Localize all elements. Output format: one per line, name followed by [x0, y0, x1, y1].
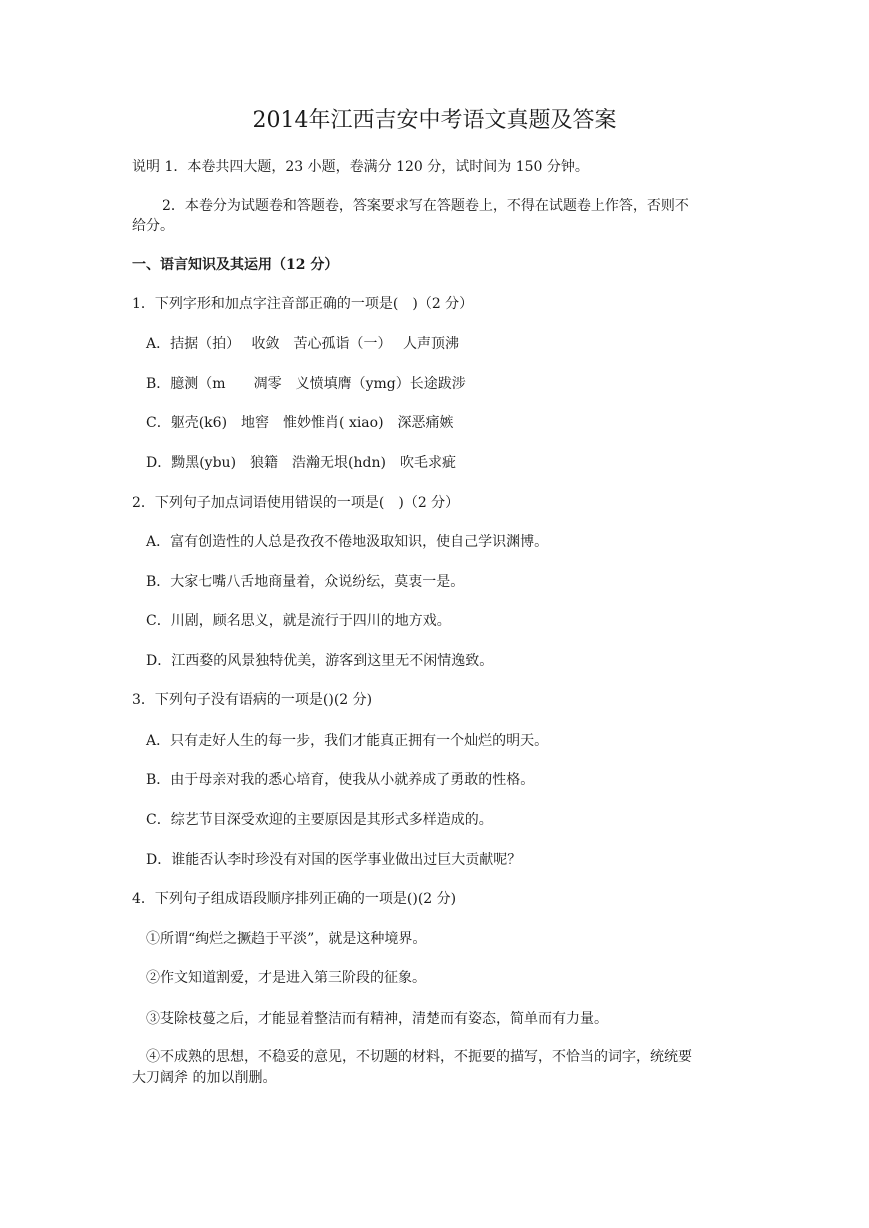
question-4-sentence-4-line-1: ④不成熟的思想，不稳妥的意见，不切题的材料，不扼要的描写，不恰当的词字，统统要 [146, 1049, 692, 1065]
question-1-option-b: B．臆测（m 凋零 义愤填膺（ymg）长途跋涉 [146, 376, 466, 392]
question-1-option-d: D．黝黑(ybu) 狼籍 浩瀚无垠(hdn) 吹毛求疵 [146, 455, 456, 471]
document-title: 2014年江西吉安中考语文真题及答案 [252, 108, 617, 133]
question-3-stem: 3．下列句子没有语病的一项是()(2 分) [132, 692, 373, 708]
question-2-option-d: D．江西婺的风景独特优美，游客到这里无不闲情逸致。 [146, 653, 494, 669]
exam-note-2-line-2: 给分。 [132, 218, 174, 234]
exam-note-1: 说明 1．本卷共四大题，23 小题，卷满分 120 分，试时间为 150 分钟。 [132, 159, 589, 175]
question-1-option-c: C．躯壳(k6) 地窖 惟妙惟肖( xiao) 深恶痛嫉 [146, 415, 454, 431]
question-3-option-d: D．谁能否认李时珍没有对国的医学事业做出过巨大贡献呢？ [146, 852, 522, 868]
question-2-stem: 2．下列句子加点词语使用错误的一项是( )（2 分） [132, 495, 460, 511]
question-3-option-a: A．只有走好人生的每一步，我们才能真正拥有一个灿烂的明天。 [146, 733, 549, 749]
question-1-option-a: A．拮据（拍） 收敛 苦心孤诣（一） 人声顶沸 [146, 336, 460, 352]
question-4-sentence-3: ③芟除枝蔓之后，才能显着整洁而有精神，清楚而有姿态，简单而有力量。 [146, 1011, 608, 1027]
question-2-option-b: B．大家七嘴八舌地商量着，众说纷纭，莫衷一是。 [146, 574, 465, 590]
question-4-stem: 4．下列句子组成语段顺序排列正确的一项是()(2 分) [132, 891, 457, 907]
question-2-option-c: C．川剧，顾名思义，就是流行于四川的地方戏。 [146, 613, 451, 629]
question-3-option-b: B．由于母亲对我的悉心培育，使我从小就养成了勇敢的性格。 [146, 772, 535, 788]
exam-note-2-line-1: 2．本卷分为试题卷和答题卷，答案要求写在答题卷上，不得在试题卷上作答，否则不 [162, 198, 689, 214]
question-3-option-c: C．综艺节目深受欢迎的主要原因是其形式多样造成的。 [146, 812, 493, 828]
question-1-stem: 1．下列字形和加点字注音部正确的一项是( )（2 分） [132, 296, 474, 312]
section-heading: 一、语言知识及其运用（12 分） [132, 257, 339, 273]
question-4-sentence-4-line-2: 大刀阔斧 的加以削删。 [132, 1070, 277, 1086]
question-4-sentence-2: ②作文知道割爱，才是进入第三阶段的征象。 [146, 970, 426, 986]
question-2-option-a: A．富有创造性的人总是孜孜不倦地汲取知识，使自己学识渊博。 [146, 534, 549, 550]
question-4-sentence-1: ①所谓“绚烂之撅趋于平淡”，就是这种境界。 [146, 931, 427, 947]
